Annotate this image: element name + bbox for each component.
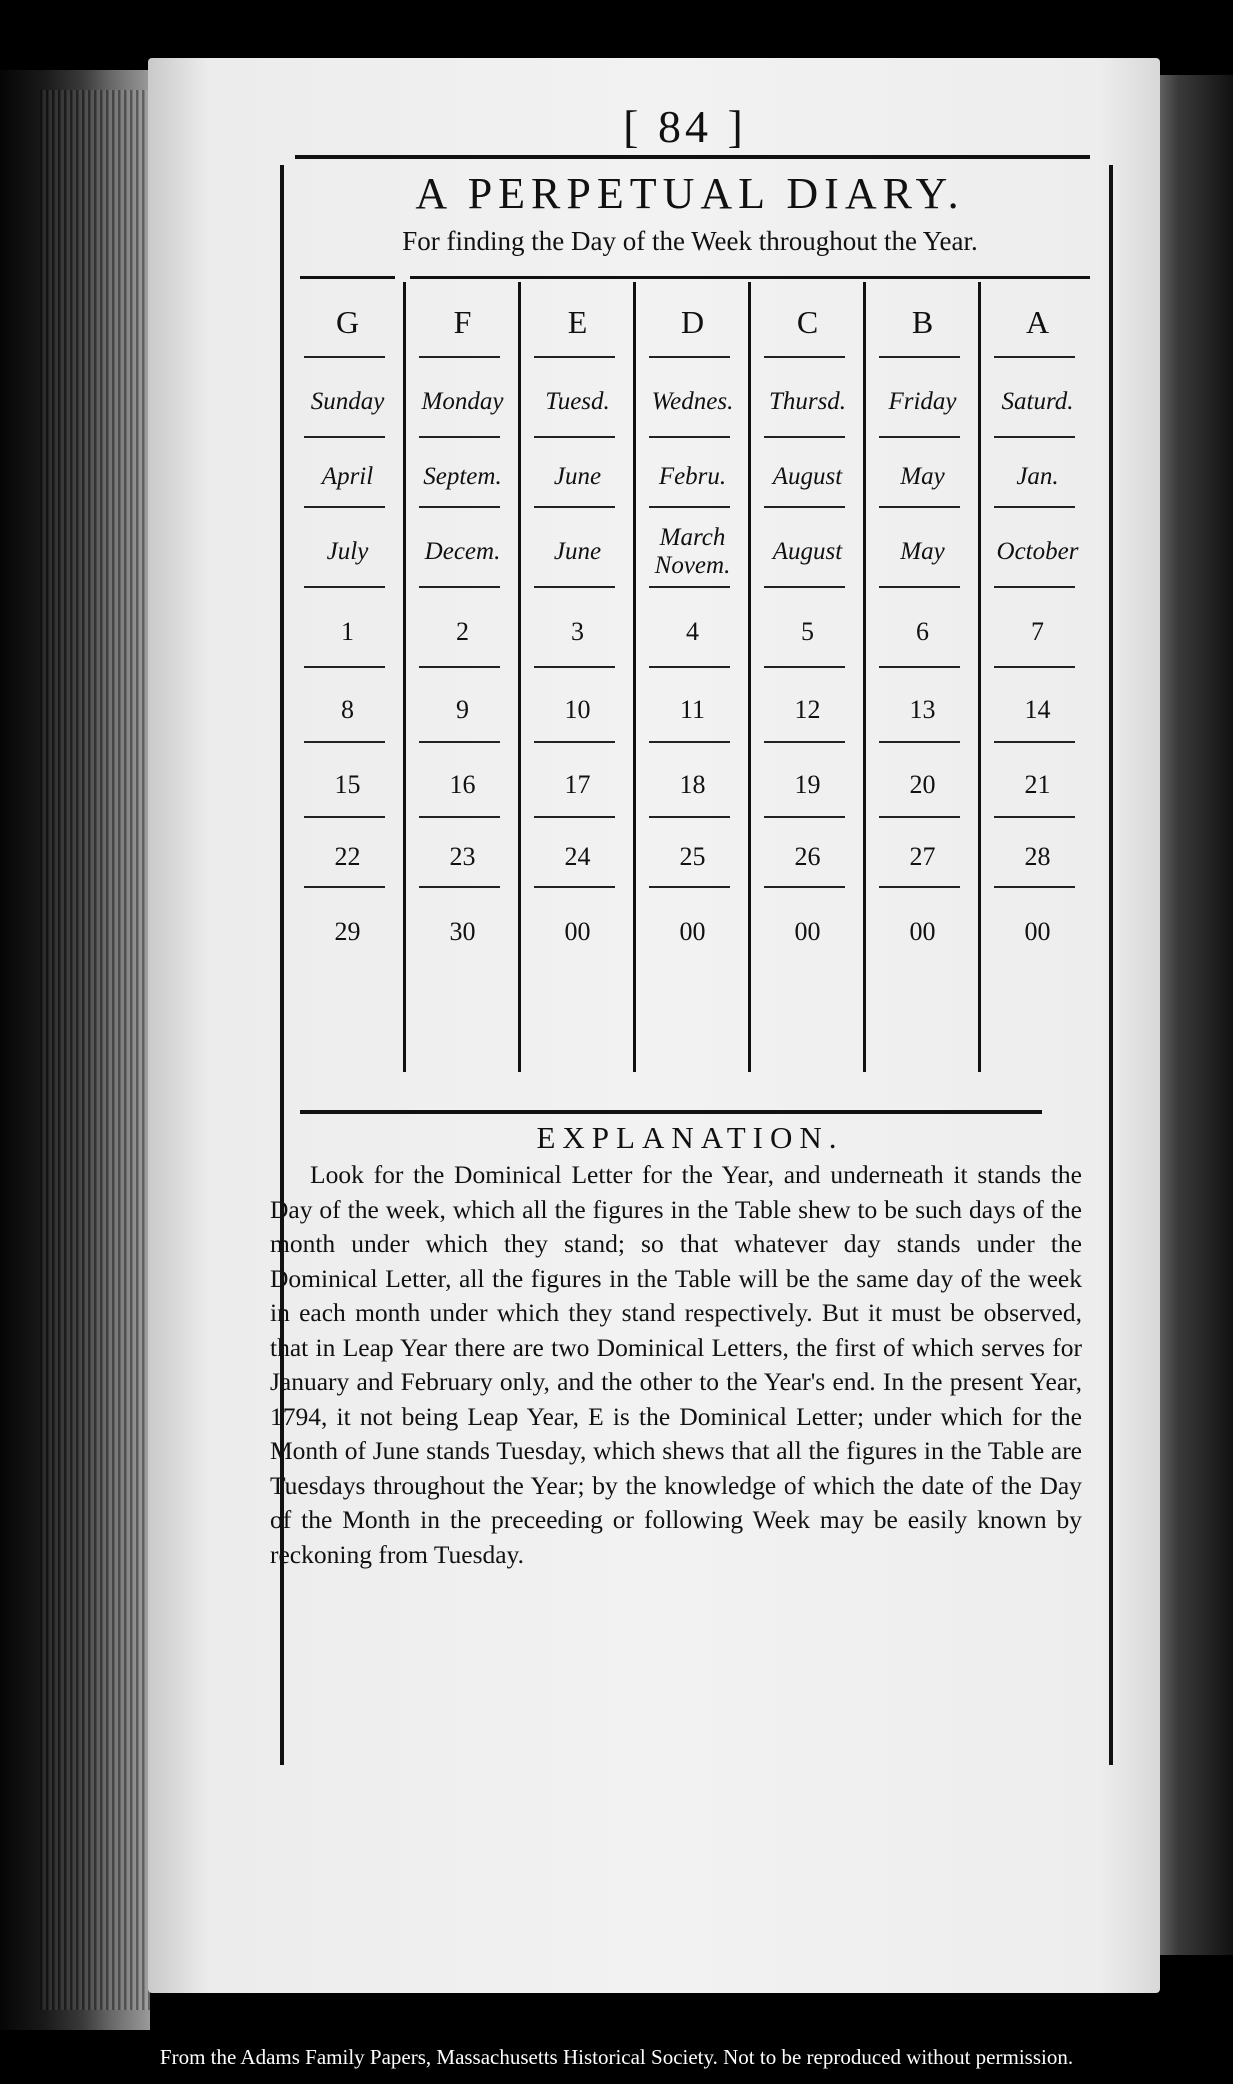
cell-rule [879, 586, 960, 588]
cell-rule [879, 886, 960, 888]
table-cell: 24 [564, 842, 591, 871]
cell-rule [304, 886, 385, 888]
cell-rule [649, 436, 730, 438]
cell-rule [419, 666, 500, 668]
table-cell: 8 [341, 694, 354, 724]
perpetual-diary-table [290, 282, 1095, 1072]
table-cell: October [996, 538, 1079, 565]
table-cell: Febru. [658, 463, 727, 490]
cell-rule [994, 506, 1075, 508]
table-cell: 10 [564, 694, 591, 724]
table-cell: August [772, 538, 843, 565]
table-cell: 28 [1024, 842, 1051, 871]
table-cell: 13 [909, 694, 936, 724]
table-cell: 25 [679, 842, 706, 871]
table-cell: 7 [1031, 617, 1044, 646]
table-cell: Thursd. [768, 388, 847, 415]
table-cell: Septem. [423, 463, 502, 490]
table-cell: 30 [449, 917, 476, 946]
table-cell: 22 [334, 842, 361, 871]
cell-rule [534, 741, 615, 743]
table-cell: 18 [679, 769, 706, 799]
cell-rule [879, 816, 960, 818]
table-cell: Sunday [310, 388, 385, 415]
cell-rule [649, 886, 730, 888]
cell-rule [304, 436, 385, 438]
table-cell: Tuesd. [545, 388, 610, 415]
table-cell: 11 [679, 694, 706, 724]
cell-rule [764, 586, 845, 588]
cell-rule [994, 741, 1075, 743]
cell-rule [994, 436, 1075, 438]
table-cell: 15 [334, 769, 361, 799]
table-cell: D [680, 303, 705, 340]
cell-rule [994, 886, 1075, 888]
table-cell: 00 [679, 917, 706, 946]
page-number: [ 84 ] [623, 101, 747, 152]
cell-rule [304, 586, 385, 588]
cell-rule [649, 741, 730, 743]
cell-rule [649, 666, 730, 668]
explanation-text: Look for the Dominical Letter for the Year, and underneath it stands the Day of the week, which all the figures in the Table shew to be such days of the month under which they stand; so that whatever day stands under the Dominical Letter, all the figures in the Table will be the same day of the week in each month under which they stand respectively. But it must be observed, that in Leap Year there are two Dominical Letters, the first of which serves for January and February only, and the other to the Year's end. In the present Year, 1794, it not being Leap Year, E is the Dominical Letter; under which for the Month of June stands Tuesday, which shews that all the figures in the Table are Tuesdays throughout the Year; by the knowledge of which the date of the Day of the Month in the preceeding or following Week may be easily known by reckoning from Tuesday. [270, 1160, 1082, 1569]
cell-rule [649, 586, 730, 588]
table-cell: May [900, 538, 945, 565]
cell-rule [419, 436, 500, 438]
cell-rule [764, 506, 845, 508]
cell-rule [879, 356, 960, 358]
table-cell: June [553, 538, 602, 565]
cell-rule [534, 886, 615, 888]
cell-rule [534, 506, 615, 508]
cell-rule [649, 816, 730, 818]
table-cell: 4 [686, 617, 699, 646]
table-cell: 29 [334, 917, 361, 946]
table-cell: 00 [1024, 917, 1051, 946]
cell-rule [764, 816, 845, 818]
table-cell: 3 [571, 617, 584, 646]
table-cell: 00 [564, 917, 591, 946]
table-cell: E [567, 303, 588, 340]
table-cell: 9 [456, 694, 469, 724]
table-cell: Saturd. [1001, 388, 1074, 415]
cell-rule [534, 816, 615, 818]
table-cell: July [326, 538, 369, 565]
page-stack-edges [40, 90, 150, 2010]
cell-rule [419, 356, 500, 358]
table-cell: B [911, 303, 934, 340]
book-right-edge [1155, 75, 1233, 1955]
table-cell: May [900, 463, 945, 490]
table-cell: Decem. [424, 538, 501, 565]
cell-rule [764, 666, 845, 668]
table-cell: 17 [564, 769, 591, 799]
table-cell: 1 [341, 617, 354, 646]
cell-rule [879, 436, 960, 438]
top-rule [295, 155, 1090, 159]
table-cell: 12 [794, 694, 821, 724]
diary-title: A PERPETUAL DIARY. [415, 169, 965, 218]
footer-credit: From the Adams Family Papers, Massachusetts Historical Society. Not to be reproduced without permission. [159, 2045, 1074, 2069]
cell-rule [649, 506, 730, 508]
table-cell: A [1025, 303, 1050, 340]
cell-rule [764, 741, 845, 743]
table-cell: F [453, 303, 472, 340]
cell-rule [534, 436, 615, 438]
cell-rule [304, 506, 385, 508]
table-cell: Monday [421, 388, 504, 415]
cell-rule [764, 886, 845, 888]
cell-rule [649, 356, 730, 358]
table-cell: 00 [794, 917, 821, 946]
table-cell: March Novem. [654, 524, 731, 579]
table-cell: August [772, 463, 843, 490]
table-cell: 27 [909, 842, 936, 871]
table-cell: 2 [456, 617, 469, 646]
table-cell: C [796, 303, 819, 340]
cell-rule [879, 506, 960, 508]
table-cell: 5 [801, 617, 814, 646]
table-cell: 20 [909, 769, 936, 799]
cell-rule [879, 741, 960, 743]
cell-rule [304, 816, 385, 818]
cell-rule [994, 586, 1075, 588]
table-cell: 14 [1024, 694, 1051, 724]
cell-rule [994, 666, 1075, 668]
table-cell: G [335, 303, 360, 340]
cell-rule [304, 741, 385, 743]
sub-rule [300, 276, 395, 279]
diary-subtitle: For finding the Day of the Week throughout the Year. [402, 226, 978, 256]
explanation-heading: EXPLANATION. [536, 1120, 844, 1155]
table-cell: Wednes. [651, 388, 734, 415]
cell-rule [419, 586, 500, 588]
cell-rule [534, 356, 615, 358]
table-cell: 6 [916, 617, 929, 646]
table-cell: June [553, 463, 602, 490]
cell-rule [534, 586, 615, 588]
table-cell: 00 [909, 917, 936, 946]
table-cell: 19 [794, 769, 821, 799]
cell-rule [764, 356, 845, 358]
cell-rule [534, 666, 615, 668]
cell-rule [419, 741, 500, 743]
cell-rule [879, 666, 960, 668]
table-bottom-rule [300, 1110, 1042, 1114]
cell-rule [419, 816, 500, 818]
table-cell: 21 [1024, 769, 1051, 799]
table-cell: Jan. [1016, 463, 1059, 490]
table-cell: Friday [888, 388, 957, 415]
cell-rule [419, 886, 500, 888]
cell-rule [304, 666, 385, 668]
sub-rule [410, 276, 1090, 279]
cell-rule [994, 356, 1075, 358]
table-cell: 23 [449, 842, 476, 871]
table-cell: April [321, 463, 374, 490]
cell-rule [304, 356, 385, 358]
cell-rule [994, 816, 1075, 818]
cell-rule [764, 436, 845, 438]
table-cell: 26 [794, 842, 821, 871]
cell-rule [419, 506, 500, 508]
table-cell: 16 [449, 769, 476, 799]
